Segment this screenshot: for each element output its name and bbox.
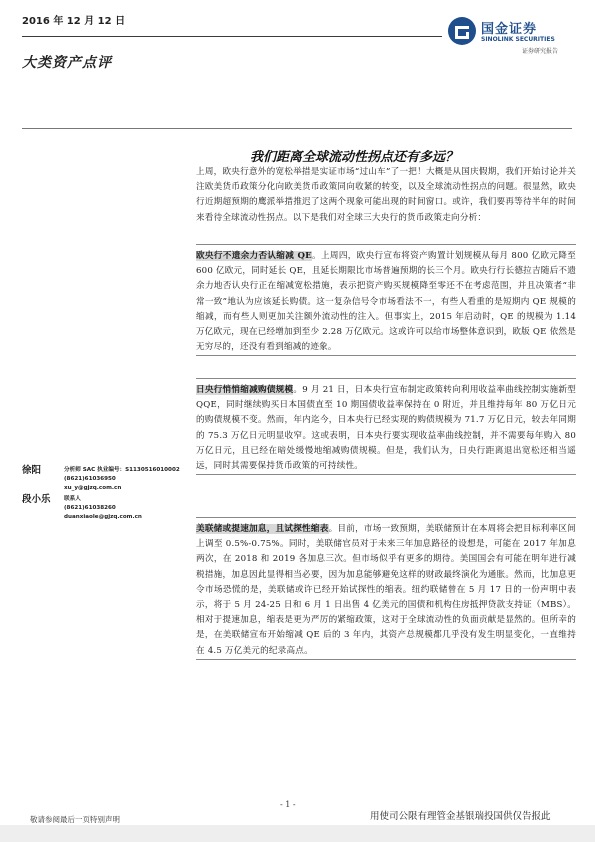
analyst-cert: 分析师 SAC 执业编号：S1130516010002 — [64, 467, 180, 473]
fed-section — [196, 517, 576, 660]
contact-role: 联系人 — [64, 496, 81, 502]
disclaimer-link[interactable]: 敬请参阅最后一页特别声明 — [30, 815, 120, 824]
logo-emblem-icon — [448, 17, 476, 45]
analyst-email: xu_y@gjzq.com.cn — [64, 485, 122, 491]
ecb-text: 。上周四，欧央行宣布将资产购置计划规模从每月 800 亿欧元降至 600 亿欧元，同时延长 QE，且延长期限比市场普遍预期的长三个月。欧央行行长德拉吉随后不遗余力地否认央行正在缩减宽松措施，表示把资产购买规模降至零还不在考虑范围，并且决策者“非常一致”地认为应该延长购债。这一复杂信号令市场看法不一，有些人看重的是短期内 QE 规模的缩减，而有些人则更加关注额外流动性的注入。但事实上，2015 年启动时，QE 的规模为 1.14 万亿欧元，现在已经增加到至少 2.28 万亿欧元。这或许可以给市场整体意识到，欧版 QE 依然是无穷尽的，还没有看到缩减的迹象。 — [196, 251, 576, 353]
brand-logo — [448, 14, 570, 58]
analyst-name-1: 徐阳 — [22, 465, 42, 476]
contact-email: duanxiaole@gjzq.com.cn — [64, 514, 142, 520]
header-divider — [22, 36, 442, 37]
page-number: - 1 - — [280, 800, 296, 809]
brand-subtitle: 证券研究报告 — [522, 48, 559, 55]
intro-paragraph: 上周，欧央行意外的宽松举措是实证市场“过山车”了一把！大概是从国庆假期，我们开始讨论并关注欧美货币政策分化向欧美货币政策同向收紧的转变，以及全球流动性拐点的问题。很显然，欧央行近期超预期的鹰派举措推迟了这两个现象可能出现的时间窗口。或许，我们要再等待半年的时间来看待全球流动性拐点。以下是我们对全球三大央行的货币政策走向分析： — [196, 167, 576, 223]
fed-heading: 美联储或提速加息，且试探性缩表 — [196, 524, 329, 534]
boj-heading: 日央行悄悄缩减购债规模 — [196, 385, 294, 395]
usage-notice: 用使司公限有理管金基银瑞投国供仅告报此 — [370, 811, 551, 822]
analyst-phone: (8621)61036950 — [64, 476, 116, 482]
boj-section — [196, 378, 576, 475]
ecb-heading: 欧央行不遗余力否认缩减 QE — [196, 251, 312, 261]
brand-name-en: SINOLINK SECURITIES — [481, 36, 555, 43]
analyst-info-2 — [64, 495, 142, 522]
contact-phone: (8621)61038260 — [64, 505, 116, 511]
report-category: 大类资产点评 — [22, 55, 112, 71]
report-title: 我们距离全球流动性拐点还有多远？ — [250, 150, 459, 165]
footer-bar — [0, 825, 595, 842]
brand-name-cn: 国金证券 — [481, 22, 538, 37]
report-date: 2016 年 12 月 12 日 — [22, 16, 126, 27]
analyst-name-2: 段小乐 — [22, 494, 51, 505]
analyst-info-1 — [64, 466, 180, 493]
ecb-section — [196, 244, 576, 356]
fed-text: 。目前，市场一致预期，美联储预计在本周将会把目标利率区间上调至 0.5%-0.75%。同时，美联储官员对于未来三年加息路径的设想是，可能在 2017 年加息两次，在 2018 和 2019 各加息三次。但市场似乎有更多的期待。美国国会有可能在明年进行减税措施，加息因此显得相当必要，因为加息能够避免这样的财政最终演化为通胀。然而，比加息更令市场恐慌的是，美联储或许已经开始试探性的缩表。纽约联储曾在 5 月 17 日的一份声明中表示，将于 5 月 24-25 日和 6 月 1 日出售 4 亿美元的国债和机构住房抵押贷款支持证（MBS）。相对于提速加息，缩表是更为严厉的紧缩政策，这对于全球流动性的负面贡献是显然的。但所幸的是，在美联储宣布开始缩减 QE 后的 3 年内，其资产总规模都几乎没有发生明显变化，一直维持在 4.5 万亿美元的纪录高点。 — [196, 524, 576, 656]
title-divider — [22, 128, 572, 129]
boj-text: 。9 月 21 日，日本央行宣布制定政策转向利用收益率曲线控制实施新型 QQE，同时继续购买日本国债直至 10 期国债收益率保持在 0 附近，并且维持每年 80 万亿日元的购债规模不变。然而，年内迄今，日本央行已经实现的购债规模为 71.7 万亿日元，较去年同期的 75.3 万亿日元明显收窄。这或表明，日本央行要实现收益率曲线控制，并不需要每年购入 80 万亿日元，且已经在暗处缓慢地缩减购债规模。但是，我们认为，日央行距离退出宽松还相当遥远，同时其需要保持货币政策的可持续性。 — [196, 385, 576, 472]
